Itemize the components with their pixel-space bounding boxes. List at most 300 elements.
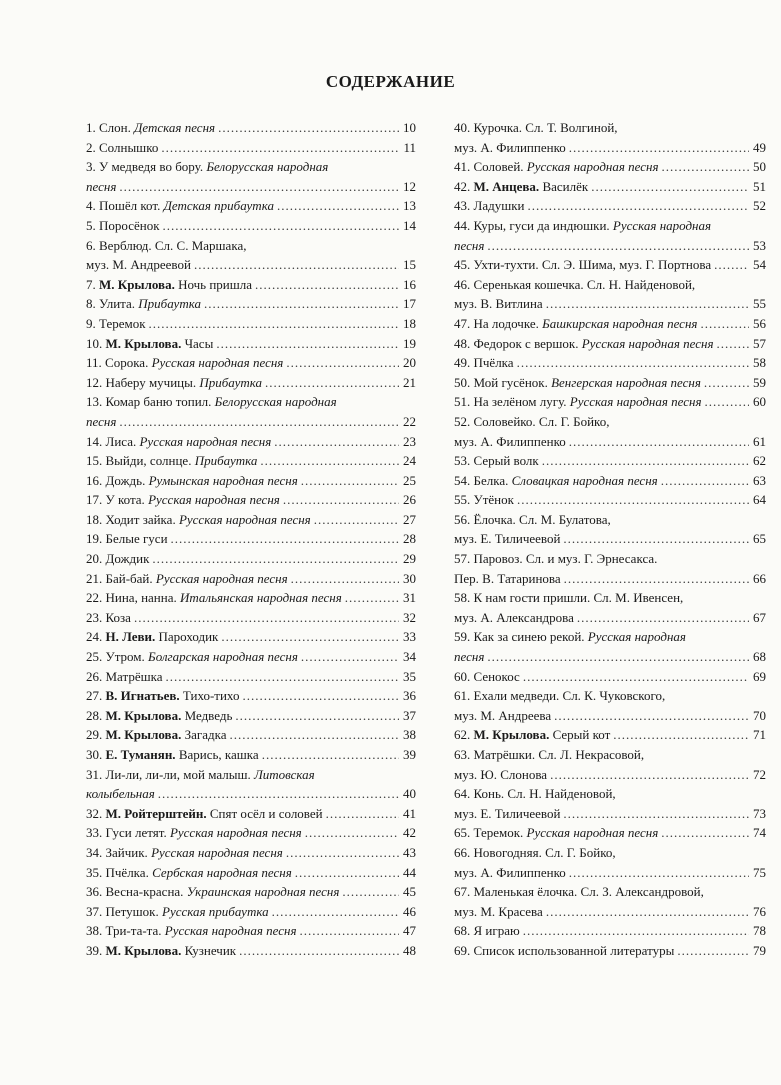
toc-entry[interactable] <box>86 432 416 452</box>
entry-genre: Белорусская народная <box>214 394 337 410</box>
entry-cont-text: муз. Ю. Слонова <box>454 766 548 782</box>
dot-leader <box>342 882 399 902</box>
dot-leader <box>563 529 749 549</box>
entry-title <box>454 667 520 687</box>
dot-leader <box>700 314 749 334</box>
entry-number: 24. <box>86 629 106 645</box>
entry-continuation <box>454 647 484 667</box>
entry-text: 8. Улита. <box>86 296 139 312</box>
entry-continuation <box>454 608 574 628</box>
entry-genre: Русская народная песня <box>169 825 302 841</box>
page-number: 46 <box>403 903 416 919</box>
page-number: 32 <box>403 609 416 625</box>
entry-text: 18. Ходит зайка. <box>86 511 179 527</box>
entry-cont-text: Пер. В. Татаринова <box>454 570 561 586</box>
dot-leader <box>523 667 749 687</box>
page-number: 48 <box>403 942 416 958</box>
toc-entry[interactable] <box>86 451 416 471</box>
entry-genre: Словацкая народная песня <box>511 472 658 488</box>
page-number: 28 <box>403 531 416 547</box>
toc-entry[interactable] <box>454 412 766 451</box>
dot-leader <box>166 667 399 687</box>
entry-text: Загадка <box>181 727 227 743</box>
entry-text: 64. Конь. Сл. Н. Найденовой, <box>454 786 616 802</box>
entry-text: 52. Соловейко. Сл. Г. Бойко, <box>454 413 610 429</box>
toc-column-left <box>86 118 416 961</box>
entry-cont-genre: песня <box>86 178 117 194</box>
entry-genre: Белорусская народная <box>206 159 329 175</box>
toc-entry[interactable] <box>454 451 766 471</box>
page-number: 40 <box>403 786 416 802</box>
page-number: 45 <box>403 884 416 900</box>
entry-text: 16. Дождь. <box>86 472 149 488</box>
page-number: 50 <box>753 159 766 175</box>
toc-entry[interactable] <box>454 334 766 354</box>
toc-entry[interactable] <box>86 882 416 902</box>
toc-entry[interactable] <box>86 725 416 745</box>
page-number: 15 <box>403 257 416 273</box>
entry-text: Тихо-тихо <box>179 688 240 704</box>
toc-entry[interactable] <box>86 196 416 216</box>
toc-entry[interactable] <box>86 686 416 706</box>
toc-entry[interactable] <box>454 196 766 216</box>
entry-cont-text: муз. А. Филиппенко <box>454 433 566 449</box>
dot-leader <box>149 314 399 334</box>
entry-genre: Румынская народная песня <box>148 472 298 488</box>
entry-continuation <box>86 784 155 804</box>
dot-leader <box>661 823 749 843</box>
entry-title <box>86 627 218 647</box>
entry-cont-text: муз. Е. Тиличеевой <box>454 805 561 821</box>
entry-genre: Венгерская народная песня <box>551 374 701 390</box>
toc-entry[interactable] <box>86 236 416 275</box>
entry-title <box>454 471 658 491</box>
entry-text: 53. Серый волк <box>454 453 539 469</box>
entry-genre: Болгарская народная песня <box>148 649 298 665</box>
toc-entry[interactable] <box>454 784 766 823</box>
entry-text: 46. Серенькая кошечка. Сл. Н. Найденовой, <box>454 276 696 292</box>
entry-genre: Детская прибаутка <box>163 198 274 214</box>
toc-entry[interactable] <box>454 157 766 177</box>
entry-cont-text: муз. А. Александрова <box>454 609 574 625</box>
entry-genre: Русская народная песня <box>569 394 702 410</box>
entry-title <box>86 451 257 471</box>
entry-genre: Украинская народная песня <box>186 884 340 900</box>
entry-author: М. Крылова. <box>105 707 182 723</box>
entry-title <box>86 510 311 530</box>
entry-title <box>86 823 302 843</box>
page-number: 67 <box>753 609 766 625</box>
entry-text: 31. Ли-ли, ли-ли, мой малыш. <box>86 766 254 782</box>
dot-leader <box>661 471 749 491</box>
entry-text: 65. Теремок. <box>454 825 527 841</box>
toc-entry[interactable] <box>454 823 766 843</box>
entry-title <box>454 255 711 275</box>
page-number: 61 <box>753 433 766 449</box>
entry-text: 58. К нам гости пришли. Сл. М. Ивенсен, <box>454 590 684 606</box>
entry-text: 54. Белка. <box>454 472 512 488</box>
entry-title <box>86 294 201 314</box>
entry-title <box>86 549 149 569</box>
entry-title <box>86 275 252 295</box>
page-number: 53 <box>753 237 766 253</box>
entry-cont-genre: песня <box>454 237 485 253</box>
entry-text: Пароходик <box>155 629 219 645</box>
page-number: 11 <box>403 139 416 155</box>
entry-author: М. Крылова. <box>99 276 175 292</box>
toc-entry[interactable] <box>454 921 766 941</box>
entry-number: 39. <box>86 942 106 958</box>
dot-leader <box>569 432 749 452</box>
entry-genre: Русская народная песня <box>164 923 297 939</box>
toc-entry[interactable] <box>86 627 416 647</box>
page-number: 54 <box>753 257 766 273</box>
entry-text: 45. Ухти-тухти. Сл. Э. Шима, муз. Г. Портнова <box>454 257 712 273</box>
toc-entry[interactable] <box>454 373 766 393</box>
dot-leader <box>119 412 399 432</box>
entry-text: 55. Утёнок <box>454 492 514 508</box>
entry-text: 48. Федорок с вершок. <box>454 335 582 351</box>
entry-genre: Прибаутка <box>194 453 258 469</box>
entry-text: 15. Выйди, солнце. <box>86 453 195 469</box>
page-number: 22 <box>403 413 416 429</box>
toc-entry[interactable] <box>454 549 766 588</box>
entry-continuation <box>86 177 116 197</box>
dot-leader <box>613 725 749 745</box>
page-number: 30 <box>403 570 416 586</box>
dot-leader <box>301 471 399 491</box>
entry-text: 61. Ехали медведи. Сл. К. Чуковского, <box>454 688 666 704</box>
entry-continuation <box>454 863 566 883</box>
entry-number: 10. <box>86 335 106 351</box>
entry-title <box>86 902 269 922</box>
toc-entry[interactable] <box>86 510 416 530</box>
page-number: 44 <box>403 864 416 880</box>
toc-entry[interactable] <box>86 392 416 431</box>
entry-text: 56. Ёлочка. Сл. М. Булатова, <box>454 511 611 527</box>
dot-leader <box>527 196 749 216</box>
dot-leader <box>326 804 399 824</box>
page-number: 12 <box>403 178 416 194</box>
page-number: 26 <box>403 492 416 508</box>
toc-entry[interactable] <box>86 569 416 589</box>
toc-entry[interactable] <box>454 588 766 627</box>
toc-entry[interactable] <box>454 745 766 784</box>
entry-text: Ночь пришла <box>174 276 253 292</box>
toc-entry[interactable] <box>454 725 766 745</box>
dot-leader <box>277 196 399 216</box>
entry-title <box>454 373 701 393</box>
entry-title <box>454 412 609 432</box>
dot-leader <box>272 902 399 922</box>
entry-title <box>454 490 514 510</box>
toc-entry[interactable] <box>86 588 416 608</box>
toc-entry[interactable] <box>86 471 416 491</box>
entry-text: 68. Я играю <box>454 923 520 939</box>
dot-leader <box>517 490 749 510</box>
entry-title <box>454 451 539 471</box>
entry-continuation <box>454 236 484 256</box>
page-number: 25 <box>403 472 416 488</box>
toc-entry[interactable] <box>86 921 416 941</box>
dot-leader <box>274 432 399 452</box>
entry-number: 30. <box>86 747 106 762</box>
entry-author: М. Крылова. <box>105 335 182 351</box>
entry-author: М. Крылова. <box>105 727 182 743</box>
dot-leader <box>218 118 399 138</box>
entry-author: М. Анцева. <box>473 178 540 194</box>
toc-entry[interactable] <box>454 118 766 157</box>
entry-text: 22. Нина, нанна. <box>86 590 180 606</box>
dot-leader <box>517 353 749 373</box>
page-number: 16 <box>403 276 416 292</box>
entry-text: 51. На зелёном лугу. <box>454 394 570 410</box>
page-number: 37 <box>403 707 416 723</box>
entry-title <box>86 392 337 412</box>
toc-entry[interactable] <box>86 706 416 726</box>
entry-text: 19. Белые гуси <box>86 531 168 547</box>
entry-text: 67. Маленькая ёлочка. Сл. З. Александровой, <box>454 884 704 900</box>
entry-title <box>454 510 611 530</box>
page-number: 21 <box>403 374 416 390</box>
entry-text: 44. Куры, гуси да индюшки. <box>454 217 613 233</box>
page-number: 42 <box>403 825 416 841</box>
page-number: 58 <box>753 355 766 371</box>
entry-title <box>86 706 232 726</box>
entry-number: 62. <box>454 727 474 743</box>
page-number: 62 <box>753 453 766 469</box>
entry-title <box>86 588 342 608</box>
dot-leader <box>564 569 749 589</box>
entry-text: 69. Список использованной литературы <box>454 942 675 958</box>
toc-entry[interactable] <box>86 138 416 158</box>
entry-continuation <box>454 706 551 726</box>
entry-text: 40. Курочка. Сл. Т. Волгиной, <box>454 120 618 135</box>
toc-entry[interactable] <box>454 882 766 921</box>
entry-number: 32. <box>86 805 106 821</box>
toc-entry[interactable] <box>86 373 416 393</box>
page-number: 74 <box>753 825 766 841</box>
entry-text: 41. Соловей. <box>454 159 527 175</box>
entry-text: 20. Дождик <box>86 551 150 567</box>
entry-title <box>86 196 274 216</box>
toc-entry[interactable] <box>454 275 766 314</box>
entry-genre: Русская народная песня <box>526 825 659 841</box>
entry-text: 5. Поросёнок <box>86 217 160 233</box>
entry-text: 34. Зайчик. <box>86 844 152 860</box>
entry-text: 43. Ладушки <box>454 198 525 214</box>
entry-text: 57. Паровоз. Сл. и муз. Г. Эрнесакса. <box>454 551 658 567</box>
entry-continuation <box>454 529 560 549</box>
entry-title <box>86 216 160 236</box>
toc-entry[interactable] <box>86 941 416 961</box>
entry-continuation <box>454 569 561 589</box>
page-number: 71 <box>753 727 766 743</box>
toc-entry[interactable] <box>86 294 416 314</box>
dot-leader <box>314 510 399 530</box>
entry-title <box>86 314 146 334</box>
entry-title <box>454 118 618 138</box>
entry-author: В. Игнатьев. <box>105 688 180 704</box>
page-number: 34 <box>403 649 416 665</box>
entry-genre: Русская прибаутка <box>162 903 269 919</box>
toc-entry[interactable] <box>86 490 416 510</box>
entry-genre: Литовская <box>253 766 315 782</box>
page-number: 33 <box>403 629 416 645</box>
toc-entry[interactable] <box>454 686 766 725</box>
entry-text: 66. Новогодняя. Сл. Г. Бойко, <box>454 844 616 860</box>
page-number: 68 <box>753 649 766 665</box>
dot-leader <box>662 157 749 177</box>
page-number: 78 <box>753 923 766 939</box>
toc-entry[interactable] <box>454 353 766 373</box>
dot-leader <box>563 804 749 824</box>
entry-title <box>86 882 339 902</box>
entry-title <box>454 196 524 216</box>
toc-entry[interactable] <box>86 745 416 765</box>
entry-title <box>86 490 280 510</box>
entry-text: Кузнечик <box>181 942 237 958</box>
dot-leader <box>221 627 399 647</box>
entry-title <box>454 177 588 197</box>
entry-title <box>454 921 520 941</box>
dot-leader <box>204 294 399 314</box>
toc-entry[interactable] <box>454 216 766 255</box>
entry-number: 42. <box>454 178 474 194</box>
entry-number: 28. <box>86 707 106 723</box>
toc-entry[interactable] <box>86 843 416 863</box>
page-number: 14 <box>403 217 416 233</box>
toc-entry[interactable] <box>454 255 766 275</box>
dot-leader <box>300 921 399 941</box>
dot-leader <box>569 138 749 158</box>
entry-genre: Русская народная песня <box>526 159 659 175</box>
dot-leader <box>161 138 399 158</box>
page-number: 64 <box>753 492 766 508</box>
entry-title <box>86 608 131 628</box>
toc-entry[interactable] <box>86 216 416 236</box>
dot-leader <box>305 823 399 843</box>
toc-entry[interactable] <box>86 275 416 295</box>
entry-title <box>86 941 236 961</box>
toc-entry[interactable] <box>86 529 416 549</box>
toc-entry[interactable] <box>454 392 766 412</box>
page-number: 49 <box>753 139 766 155</box>
entry-title <box>86 353 283 373</box>
page-number: 60 <box>753 394 766 410</box>
dot-leader <box>286 353 399 373</box>
toc-entry[interactable] <box>86 902 416 922</box>
page-number: 10 <box>403 120 416 135</box>
dot-leader <box>291 569 399 589</box>
entry-text: 38. Три-та-та. <box>86 923 165 939</box>
entry-text: Медведь <box>181 707 233 723</box>
entry-genre: Русская народная песня <box>139 433 272 449</box>
entry-text: Часы <box>181 335 214 351</box>
entry-title <box>86 647 298 667</box>
toc-entry[interactable] <box>86 314 416 334</box>
entry-text: 25. Утром. <box>86 649 149 665</box>
toc-entry[interactable] <box>454 177 766 197</box>
toc-entry[interactable] <box>86 334 416 354</box>
entry-title <box>454 745 644 765</box>
page-number: 55 <box>753 296 766 312</box>
toc-entry[interactable] <box>454 490 766 510</box>
page-number: 31 <box>403 590 416 606</box>
page-number: 65 <box>753 531 766 547</box>
toc-entry[interactable] <box>86 823 416 843</box>
entry-title <box>454 275 695 295</box>
page-number: 69 <box>753 668 766 684</box>
entry-title <box>86 529 168 549</box>
entry-number: 7. <box>86 276 99 292</box>
entry-text: 33. Гуси летят. <box>86 825 170 841</box>
toc-entry[interactable] <box>454 667 766 687</box>
toc-entry[interactable] <box>86 353 416 373</box>
page-number: 73 <box>753 805 766 821</box>
entry-genre: Русская народная песня <box>151 844 283 860</box>
entry-genre: Прибаутка <box>138 296 201 312</box>
dot-leader <box>235 706 399 726</box>
entry-title <box>454 334 714 354</box>
dot-leader <box>301 647 399 667</box>
entry-title <box>86 804 323 824</box>
toc-entry[interactable] <box>86 549 416 569</box>
dot-leader <box>345 588 399 608</box>
dot-leader <box>717 334 750 354</box>
dot-leader <box>591 177 749 197</box>
toc-entry[interactable] <box>454 941 766 961</box>
toc-entry[interactable] <box>86 608 416 628</box>
page-number: 43 <box>403 844 416 860</box>
toc-entry[interactable] <box>454 627 766 666</box>
entry-genre: Русская народная <box>587 629 686 645</box>
entry-title <box>454 823 658 843</box>
entry-text: 60. Сенокос <box>454 668 520 684</box>
entry-title <box>454 686 665 706</box>
dot-leader <box>546 294 749 314</box>
dot-leader <box>194 255 399 275</box>
toc-entry[interactable] <box>454 510 766 549</box>
entry-text: 36. Весна-красна. <box>86 884 187 900</box>
entry-text: 37. Петушок. <box>86 903 162 919</box>
toc-entry[interactable] <box>86 667 416 687</box>
dot-leader <box>239 941 399 961</box>
toc-entry[interactable] <box>86 118 416 138</box>
toc-entry[interactable] <box>86 804 416 824</box>
toc-entry[interactable] <box>86 863 416 883</box>
toc-entry[interactable] <box>86 157 416 196</box>
entry-genre: Русская народная песня <box>148 492 280 508</box>
entry-title <box>454 157 659 177</box>
toc-entry[interactable] <box>86 765 416 804</box>
page-number: 41 <box>403 805 416 821</box>
toc-entry[interactable] <box>454 843 766 882</box>
entry-title <box>454 843 616 863</box>
page-number: 57 <box>753 335 766 351</box>
toc-entry[interactable] <box>86 647 416 667</box>
entry-title <box>86 334 213 354</box>
entry-text: 14. Лиса. <box>86 433 140 449</box>
entry-genre: Русская народная песня <box>151 355 284 371</box>
entry-author: М. Крылова. <box>473 727 550 743</box>
entry-text: 26. Матрёшка <box>86 668 163 684</box>
toc-entry[interactable] <box>454 471 766 491</box>
toc-entry[interactable] <box>454 314 766 334</box>
dot-leader <box>163 216 399 236</box>
entry-title <box>86 236 246 256</box>
page-number: 70 <box>753 707 766 723</box>
